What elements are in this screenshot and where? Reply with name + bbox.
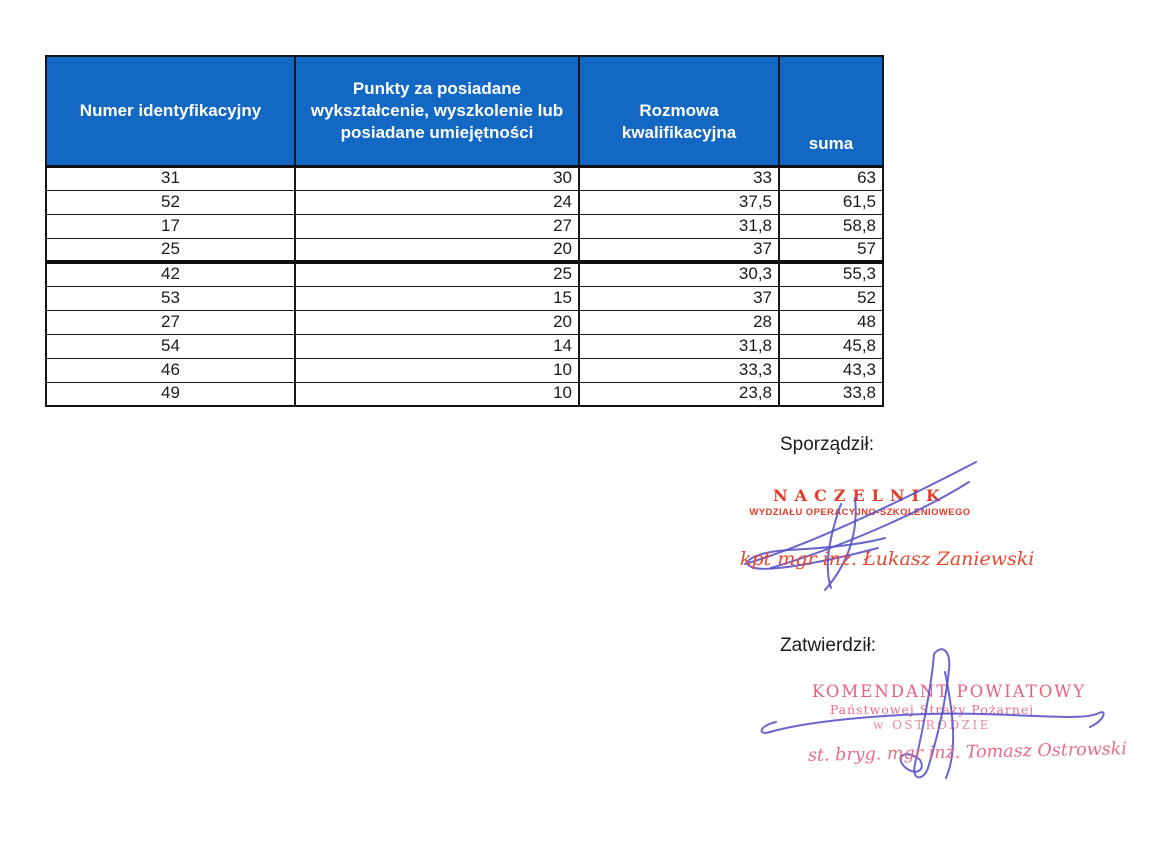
naczelnik-stamp-title: NACZELNIK — [773, 486, 947, 505]
table-row — [46, 286, 883, 310]
table-row — [46, 262, 883, 286]
table-cell: 31,8 — [579, 334, 779, 358]
table-cell: 33,8 — [779, 382, 883, 406]
handwritten-signature-prepared — [733, 452, 983, 592]
prepared-by-label: Sporządził: — [780, 434, 874, 455]
komendant-stamp-location: w OSTRÓDZIE — [873, 718, 991, 732]
komendant-stamp-subtitle: Państwowej Straży Pożarnej — [829, 702, 1035, 717]
table-cell: 10 — [295, 382, 579, 406]
table-cell: 54 — [46, 334, 295, 358]
table-cell: 63 — [779, 166, 883, 190]
table-cell: 46 — [46, 358, 295, 382]
table-cell: 27 — [46, 310, 295, 334]
table-cell: 24 — [295, 190, 579, 214]
table-row — [46, 358, 883, 382]
table-cell: 43,3 — [779, 358, 883, 382]
table-cell: 25 — [295, 262, 579, 286]
table-cell: 20 — [295, 310, 579, 334]
table-cell: 61,5 — [779, 190, 883, 214]
table-cell: 33 — [579, 166, 779, 190]
naczelnik-stamp-subtitle: WYDZIAŁU OPERACYJNO-SZKOLENIOWEGO — [749, 507, 971, 518]
score-table — [45, 55, 884, 407]
table-cell: 30 — [295, 166, 579, 190]
table-cell: 20 — [295, 238, 579, 262]
table-cell: 37 — [579, 286, 779, 310]
approved-by-name: st. bryg. mgr inż. Tomasz Ostrowski — [807, 739, 1128, 766]
table-cell: 31 — [46, 166, 295, 190]
table-row — [46, 190, 883, 214]
naczelnik-stamp — [735, 486, 985, 518]
table-cell: 31,8 — [579, 214, 779, 238]
komendant-stamp — [812, 682, 1087, 732]
table-header — [46, 56, 883, 166]
header-rozmowa: Rozmowa kwalifikacyjna — [579, 56, 779, 166]
table-cell: 57 — [779, 238, 883, 262]
table-row — [46, 166, 883, 190]
table-cell: 37 — [579, 238, 779, 262]
table-row — [46, 310, 883, 334]
table-cell: 30,3 — [579, 262, 779, 286]
table-cell: 42 — [46, 262, 295, 286]
table-cell: 45,8 — [779, 334, 883, 358]
table-cell: 14 — [295, 334, 579, 358]
header-punkty: Punkty za posiadane wykształcenie, wyszkolenie lub posiadane umiejętności — [295, 56, 579, 166]
table-cell: 23,8 — [579, 382, 779, 406]
approved-by-label: Zatwierdził: — [780, 635, 877, 656]
table-cell: 28 — [579, 310, 779, 334]
table-cell: 25 — [46, 238, 295, 262]
table-row — [46, 382, 883, 406]
table-row — [46, 214, 883, 238]
table-cell: 53 — [46, 286, 295, 310]
prepared-by-name: kpt mgr inż. Łukasz Zaniewski — [740, 548, 1035, 570]
table-cell: 17 — [46, 214, 295, 238]
table-cell: 49 — [46, 382, 295, 406]
table-cell: 15 — [295, 286, 579, 310]
table-body — [46, 166, 883, 406]
header-suma: suma — [779, 56, 883, 166]
table-cell: 33,3 — [579, 358, 779, 382]
table-row — [46, 334, 883, 358]
table-cell: 58,8 — [779, 214, 883, 238]
table-cell: 55,3 — [779, 262, 883, 286]
header-numer: Numer identyfikacyjny — [46, 56, 295, 166]
table-cell: 52 — [779, 286, 883, 310]
table-cell: 10 — [295, 358, 579, 382]
table-cell: 48 — [779, 310, 883, 334]
table-header-row — [46, 56, 883, 166]
komendant-stamp-title: KOMENDANT POWIATOWY — [812, 682, 1087, 701]
table-cell: 37,5 — [579, 190, 779, 214]
table-cell: 52 — [46, 190, 295, 214]
table-row — [46, 238, 883, 262]
table-cell: 27 — [295, 214, 579, 238]
